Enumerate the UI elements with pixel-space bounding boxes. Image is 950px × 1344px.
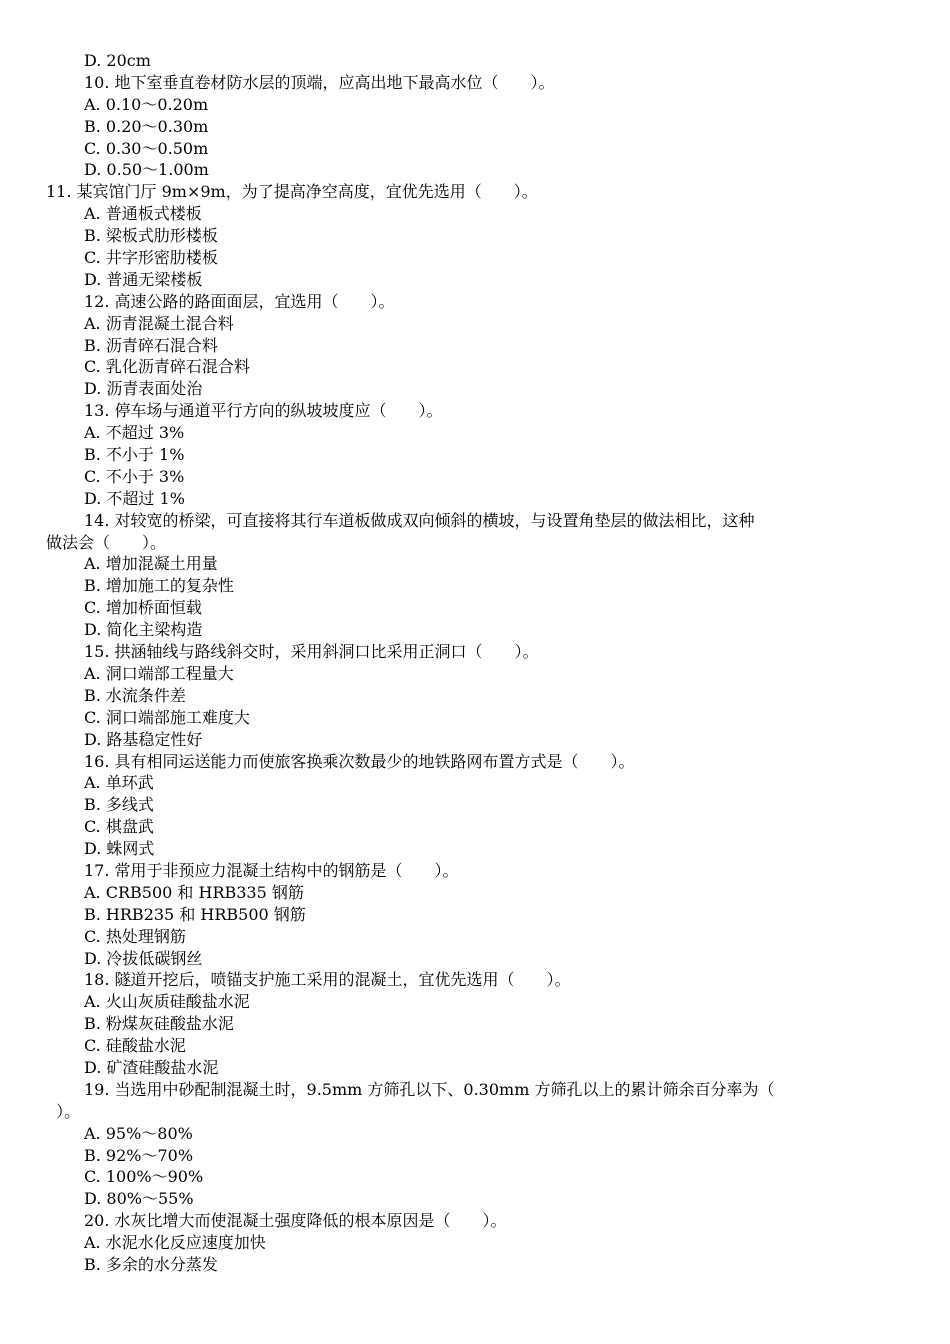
answer-option: C. 不小于 3% (84, 466, 185, 486)
answer-option: B. 多余的水分蒸发 (84, 1254, 218, 1274)
question-text: 18. 隧道开挖后，喷锚支护施工采用的混凝土，宜优先选用（ ）。 (84, 970, 571, 990)
answer-option: A. 单环武 (84, 773, 154, 793)
answer-option: C. 洞口端部施工难度大 (84, 707, 250, 727)
answer-option: A. 增加混凝土用量 (84, 554, 218, 574)
answer-option: A. 0.10～0.20m (84, 94, 209, 114)
answer-option: B. HRB235 和 HRB500 钢筋 (84, 904, 306, 924)
answer-option: B. 不小于 1% (84, 445, 185, 465)
answer-option: D. 80%～55% (84, 1189, 194, 1209)
answer-option: C. 0.30～0.50m (84, 138, 209, 158)
answer-option: B. 梁板式肋形楼板 (84, 226, 218, 246)
answer-option: A. 水泥水化反应速度加快 (84, 1233, 266, 1253)
answer-option: D. 矿渣硅酸盐水泥 (84, 1057, 219, 1077)
answer-option: D. 普通无梁楼板 (84, 269, 203, 289)
answer-option: B. 沥青碎石混合料 (84, 335, 218, 355)
answer-option: C. 增加桥面恒载 (84, 598, 202, 618)
answer-option: C. 乳化沥青碎石混合料 (84, 357, 250, 377)
answer-option: A. 沥青混凝土混合料 (84, 313, 234, 333)
question-text: 11. 某宾馆门厅 9m×9m，为了提高净空高度，宜优先选用（ ）。 (46, 182, 538, 202)
answer-option: B. 多线式 (84, 795, 154, 815)
answer-option: C. 热处理钢筋 (84, 926, 186, 946)
answer-option: B. 92%～70% (84, 1145, 194, 1165)
question-text: 20. 水灰比增大而使混凝土强度降低的根本原因是（ ）。 (84, 1211, 507, 1231)
question-text: 10. 地下室垂直卷材防水层的顶端，应高出地下最高水位（ ）。 (84, 72, 555, 92)
answer-option: D. 20cm (84, 51, 151, 70)
answer-option: A. 不超过 3% (84, 423, 185, 443)
answer-option: A. 95%～80% (84, 1123, 193, 1143)
answer-option: A. 火山灰质硅酸盐水泥 (84, 992, 250, 1012)
answer-option: C. 100%～90% (84, 1167, 204, 1187)
question-text: 15. 拱涵轴线与路线斜交时，采用斜洞口比采用正洞口（ ）。 (84, 642, 539, 662)
answer-option: A. 洞口端部工程量大 (84, 663, 234, 683)
answer-option: D. 沥青表面处治 (84, 379, 203, 399)
question-continuation: 做法会（ ）。 (46, 532, 167, 552)
question-text: 12. 高速公路的路面面层，宜选用（ ）。 (84, 291, 395, 311)
question-continuation: ）。 (46, 1101, 81, 1121)
answer-option: A. 普通板式楼板 (84, 204, 202, 224)
question-text: 16. 具有相同运送能力而使旅客换乘次数最少的地铁路网布置方式是（ ）。 (84, 751, 635, 771)
question-text: 13. 停车场与通道平行方向的纵坡坡度应（ ）。 (84, 401, 443, 421)
answer-option: D. 路基稳定性好 (84, 729, 203, 749)
answer-option: D. 蛛网式 (84, 839, 155, 859)
answer-option: B. 增加施工的复杂性 (84, 576, 234, 596)
answer-option: D. 0.50～1.00m (84, 160, 209, 180)
answer-option: B. 水流条件差 (84, 685, 186, 705)
document-page (0, 50, 950, 1276)
question-text: 17. 常用于非预应力混凝土结构中的钢筋是（ ）。 (84, 860, 459, 880)
answer-option: A. CRB500 和 HRB335 钢筋 (84, 882, 304, 902)
answer-option: C. 井字形密肋楼板 (84, 248, 218, 268)
question-text: 14. 对较宽的桥梁，可直接将其行车道板做成双向倾斜的横坡，与设置角垫层的做法相比，这种 (84, 510, 755, 530)
answer-option: C. 棋盘武 (84, 817, 154, 837)
answer-option: D. 冷拔低碳钢丝 (84, 948, 203, 968)
answer-option: B. 0.20～0.30m (84, 116, 209, 136)
answer-option: C. 硅酸盐水泥 (84, 1036, 186, 1056)
answer-option: D. 不超过 1% (84, 488, 185, 508)
answer-option: B. 粉煤灰硅酸盐水泥 (84, 1014, 234, 1034)
question-text: 19. 当选用中砂配制混凝土时，9.5mm 方筛孔以下、0.30mm 方筛孔以上的累计筛余百分率为（ (84, 1079, 775, 1099)
answer-option: D. 简化主梁构造 (84, 620, 203, 640)
